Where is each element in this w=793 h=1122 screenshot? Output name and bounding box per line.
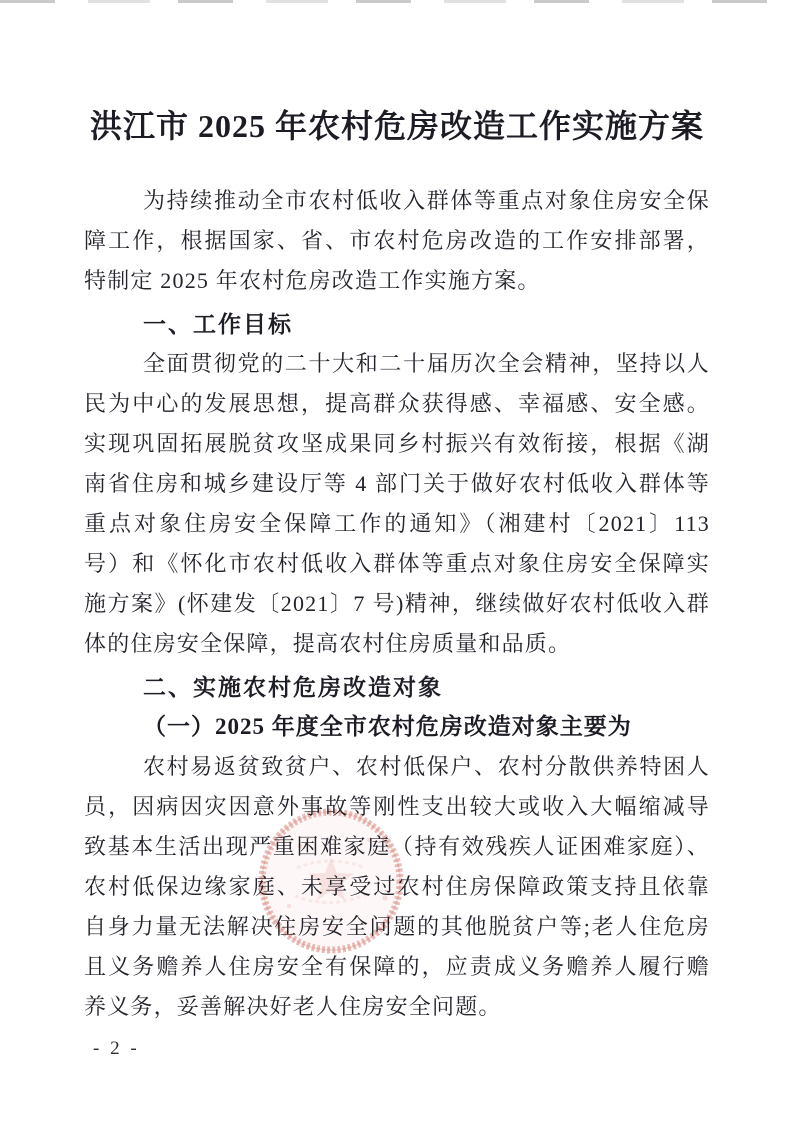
section-heading-2-renovation-targets: 二、实施农村危房改造对象 [143,674,443,700]
document-body [84,0,710,1027]
paragraph-work-goals: 全面贯彻党的二十大和二十届历次全会精神，坚持以人民为中心的发展思想，提高群众获得感、幸福感、安全感。实现巩固拓展脱贫攻坚成果同乡村振兴有效衔接，根据《湖南省住房和城乡建设厅等 4 部门关于做好农村低收入群体等重点对象住房安全保障工作的通知》（湘建村〔2021〕113 号）和《怀化市农村低收入群体等重点对象住房安全保障实施方案》(怀建发〔2021〕7 号)精神，继续做好农村低收入群体的住房安全保障，提高农村住房质量和品质。 [84,351,710,656]
document-title: 洪江市 2025 年农村危房改造工作实施方案 [89,108,704,144]
paragraph-target-groups: 农村易返贫致贫户、农村低保户、农村分散供养特困人员，因病因灾因意外事故等刚性支出较大或收入大幅缩减导致基本生活出现严重困难家庭（持有效残疾人证困难家庭）、农村低保边缘家庭、未享受过农村住房保障政策支持且依靠自身力量无法解决住房安全问题的其他脱贫户等;老人住危房且义务赡养人住房安全有保障的，应责成义务赡养人履行赡养义务，妥善解决好老人住房安全问题。 [84,754,710,1019]
subsection-heading-1-targets-2025: （一）2025 年度全市农村危房改造对象主要为 [143,714,632,739]
paragraph-intro: 为持续推动全市农村低收入群体等重点对象住房安全保障工作，根据国家、省、市农村危房改造的工作安排部署，特制定 2025 年农村危房改造工作实施方案。 [84,188,710,293]
page-number: - 2 - [93,1038,140,1059]
section-heading-1-work-goals: 一、工作目标 [143,311,293,337]
